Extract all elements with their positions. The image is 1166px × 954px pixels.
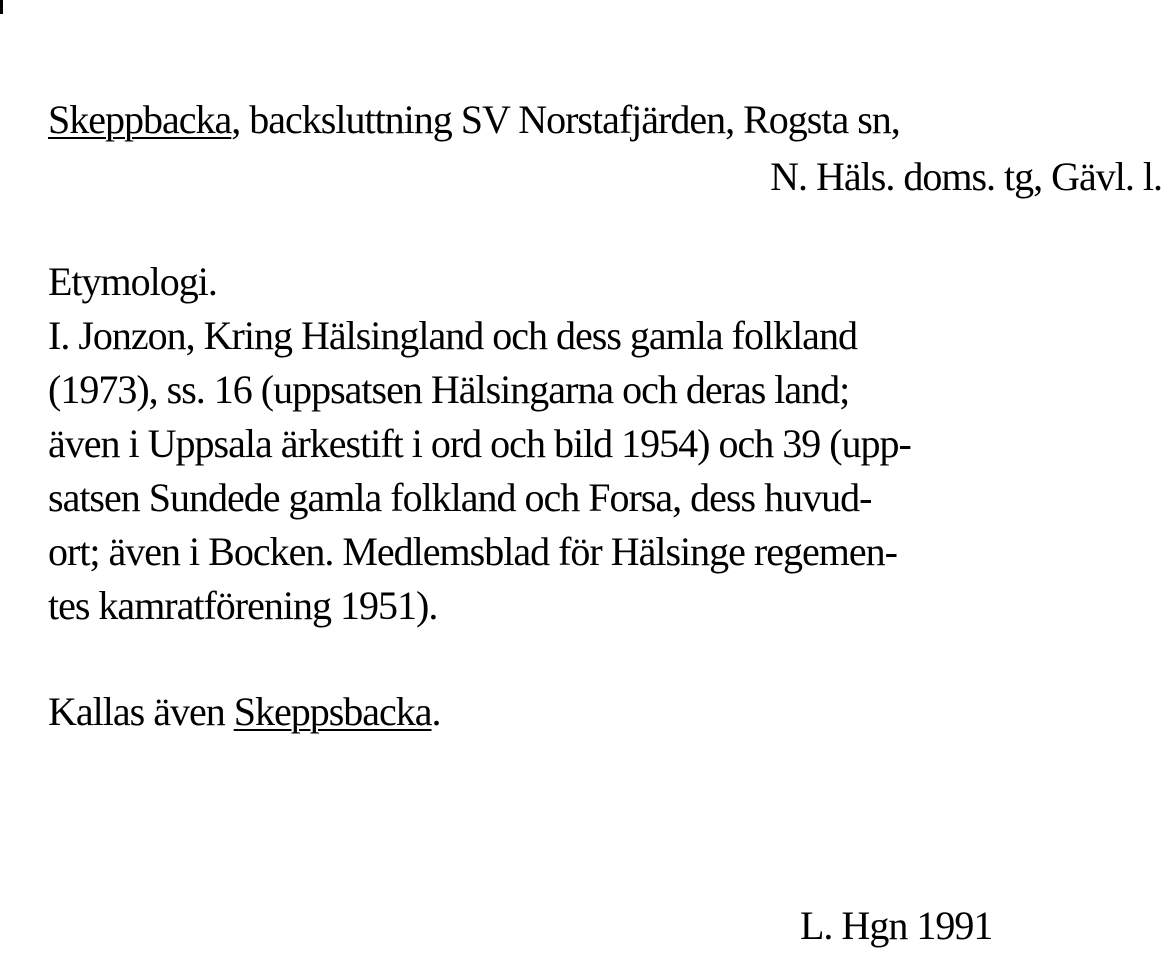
headword-name: Skeppbacka	[48, 97, 232, 142]
corner-mark	[0, 0, 3, 14]
etymology-line-2: (1973), ss. 16 (uppsatsen Hälsingarna och deras land;	[48, 367, 850, 412]
etymology-line-1: I. Jonzon, Kring Hälsingland och dess gamla folkland	[48, 313, 857, 358]
etymology-line-5: ort; även i Bocken. Medlemsblad för Hälsinge regemen-	[48, 529, 897, 574]
etymology-line-4: satsen Sundede gamla folkland och Forsa, dess huvud-	[48, 475, 872, 520]
also-called-suffix: .	[431, 689, 441, 734]
signature: L. Hgn 1991	[800, 903, 993, 948]
also-called-name: Skeppsbacka	[233, 689, 432, 734]
etymology-heading: Etymologi.	[48, 259, 217, 304]
also-called-prefix: Kallas även	[48, 689, 234, 734]
also-called-line	[48, 689, 441, 734]
etymology-line-3: även i Uppsala ärkestift i ord och bild 1954) och 39 (upp-	[48, 421, 911, 466]
headword-location: , backsluttning SV Norstafjärden, Rogsta sn,	[231, 97, 900, 142]
etymology-line-6: tes kamratförening 1951).	[48, 583, 438, 628]
headword-district: N. Häls. doms. tg, Gävl. l.	[770, 154, 1162, 199]
headword-line	[48, 97, 900, 142]
